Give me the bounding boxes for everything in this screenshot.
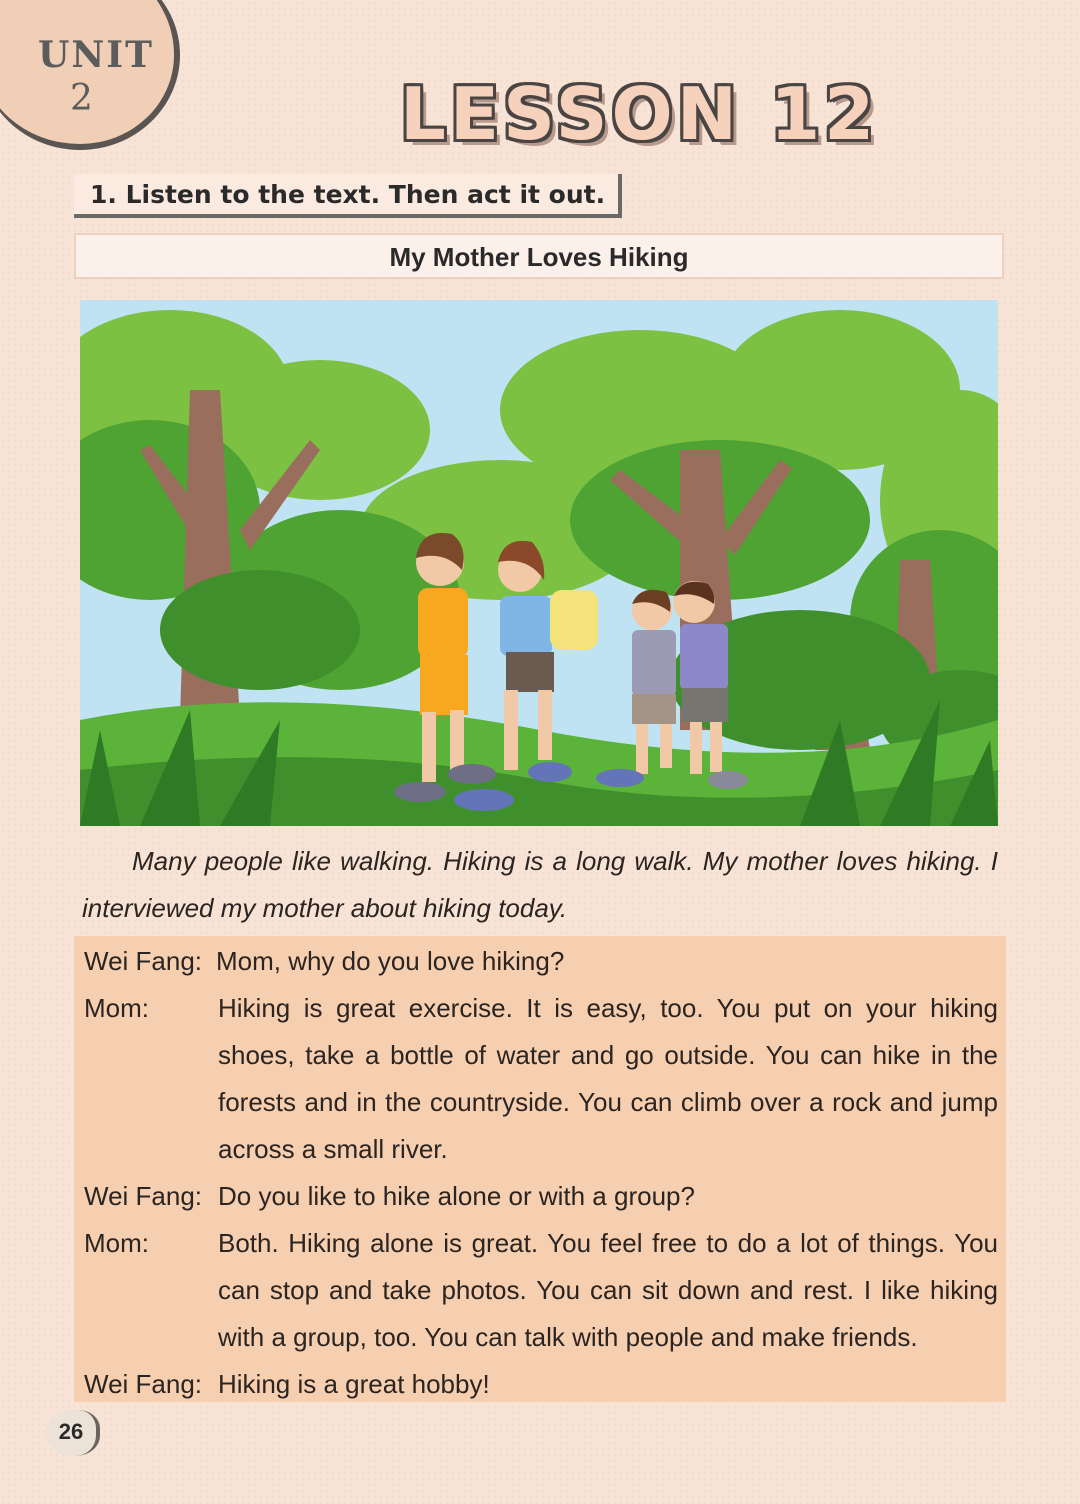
dialogue-speaker: Wei Fang: (84, 1369, 203, 1399)
dialogue-text: Mom, why do you love hiking? (216, 946, 565, 976)
dialogue-speaker: Mom: (84, 993, 149, 1023)
lesson-title: LESSON 12 (400, 72, 879, 156)
intro-paragraph: Many people like walking. Hiking is a long walk. My mother loves hiking. I interviewed my mother about hiking today. (82, 846, 998, 923)
dialogue-text: Hiking is great exercise. It is easy, too. You put on your hiking shoes, take a bottle of water and go outside. You can hike in the forests and in the countryside. You can climb over a rock and jump across a small river. (218, 993, 998, 1164)
hiking-family-illustration (80, 300, 998, 826)
instruction-text: 1. Listen to the text. Then act it out. (90, 180, 606, 209)
text-title: My Mother Loves Hiking (389, 242, 689, 272)
page-number: 26 (46, 1410, 100, 1456)
dialogue-text: Hiking is a great hobby! (218, 1369, 490, 1399)
dialogue-speaker: Mom: (84, 1228, 149, 1258)
dialogue-speaker: Wei Fang: (84, 1181, 203, 1211)
unit-label: UNIT (38, 34, 154, 76)
unit-number: 2 (70, 78, 93, 119)
text-title-bar (74, 233, 1004, 279)
dialogue-text: Do you like to hike alone or with a group? (218, 1181, 695, 1211)
dialogue-text: Both. Hiking alone is great. You feel free to do a lot of things. You can stop and take photos. You can sit down and rest. I like hiking with a group, too. You can talk with people and make friends. (218, 1228, 998, 1352)
instruction-box (74, 174, 622, 218)
dialogue-box (74, 936, 1006, 1402)
dialogue-speaker: Wei Fang: (84, 946, 203, 976)
